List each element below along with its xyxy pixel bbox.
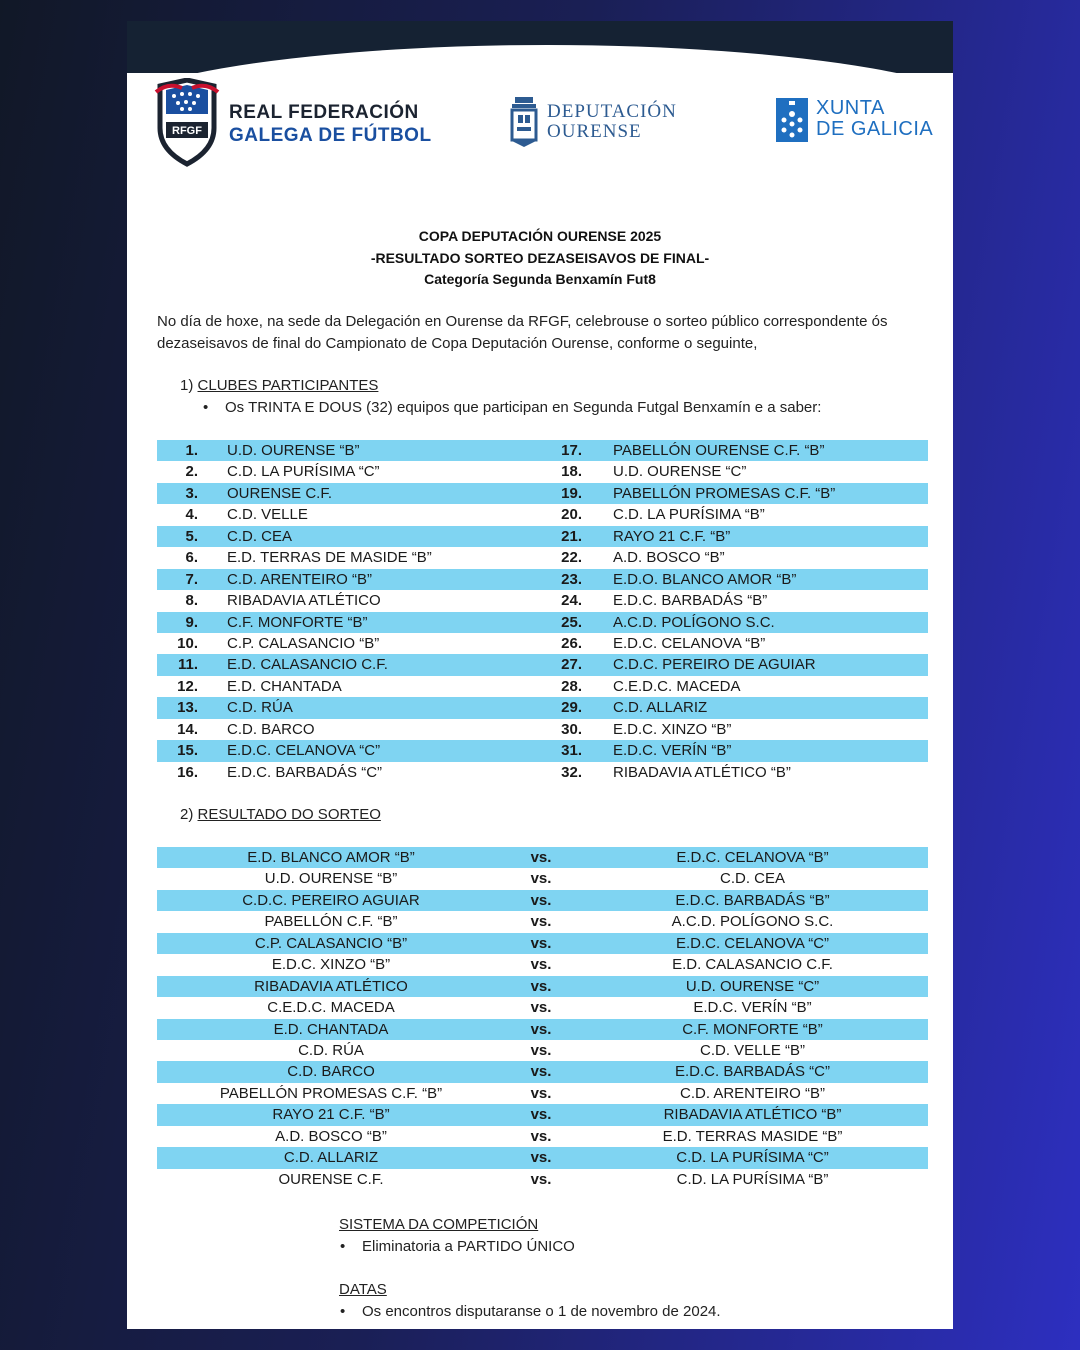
system-bullet: • Eliminatoria a PARTIDO ÚNICO xyxy=(362,1238,575,1255)
club-number: 13. xyxy=(177,699,198,717)
section1-heading xyxy=(180,377,378,394)
club-row xyxy=(157,504,928,525)
versus-label: vs. xyxy=(530,956,552,974)
club-number: 6. xyxy=(185,549,198,567)
home-team: C.D.C. PEREIRO AGUIAR xyxy=(242,891,420,909)
draw-row xyxy=(157,1147,928,1168)
club-name: E.D.C. CELANOVA “B” xyxy=(613,634,766,652)
club-number: 28. xyxy=(561,677,582,695)
section1-bullet: • Os TRINTA E DOUS (32) equipos que participan en Segunda Futgal Benxamín e a saber: xyxy=(225,399,821,416)
club-number: 8. xyxy=(185,592,198,610)
rfgf-line2: GALEGA DE FÚTBOL xyxy=(229,125,432,146)
draw-row xyxy=(157,954,928,975)
club-number: 11. xyxy=(177,656,198,674)
title-line3: Categoría Segunda Benxamín Fut8 xyxy=(424,271,656,287)
draw-row xyxy=(157,976,928,997)
dates-bullet: • Os encontros disputaranse o 1 de novembro de 2024. xyxy=(362,1303,721,1320)
draw-row xyxy=(157,890,928,911)
versus-label: vs. xyxy=(530,999,552,1017)
draw-row xyxy=(157,1083,928,1104)
draw-row xyxy=(157,1040,928,1061)
system-heading xyxy=(339,1216,538,1233)
club-name: C.D. CEA xyxy=(227,527,293,545)
club-number: 5. xyxy=(185,527,198,545)
away-team: C.F. MONFORTE “B” xyxy=(682,1020,823,1038)
section2-heading xyxy=(180,806,381,823)
club-number: 31. xyxy=(561,742,582,760)
home-team: C.D. RÚA xyxy=(298,1041,364,1059)
clubs-table xyxy=(157,440,928,783)
club-number: 16. xyxy=(177,763,198,781)
club-name: A.C.D. POLÍGONO S.C. xyxy=(613,613,775,631)
club-name: E.D.C. VERÍN “B” xyxy=(613,742,732,760)
club-row xyxy=(157,740,928,761)
xunta-logo xyxy=(776,96,951,146)
club-number: 29. xyxy=(561,699,582,717)
club-row xyxy=(157,697,928,718)
club-row xyxy=(157,676,928,697)
versus-label: vs. xyxy=(530,1170,552,1188)
club-number: 4. xyxy=(185,506,198,524)
versus-label: vs. xyxy=(530,1149,552,1167)
rfgf-shield-icon xyxy=(152,78,222,168)
home-team: C.D. ALLARIZ xyxy=(283,1149,379,1167)
club-name: E.D.C. CELANOVA “C” xyxy=(227,742,381,760)
section2-title: RESULTADO DO SORTEO xyxy=(197,806,381,823)
draw-row xyxy=(157,911,928,932)
club-name: RIBADAVIA ATLÉTICO “B” xyxy=(613,763,791,781)
away-team: E.D.C. CELANOVA “C” xyxy=(675,934,830,952)
versus-label: vs. xyxy=(530,934,552,952)
away-team: E.D.C. BARBADÁS “B” xyxy=(675,891,830,909)
home-team: RAYO 21 C.F. “B” xyxy=(272,1106,390,1124)
versus-label: vs. xyxy=(530,913,552,931)
home-team: U.D. OURENSE “B” xyxy=(264,870,398,888)
club-name: E.D. TERRAS DE MASIDE “B” xyxy=(227,549,432,567)
club-name: U.D. OURENSE “B” xyxy=(227,442,360,459)
club-number: 24. xyxy=(561,592,582,610)
club-name: OURENSE C.F. xyxy=(227,484,333,502)
club-number: 23. xyxy=(561,570,582,588)
deputacion-crest-icon xyxy=(509,95,539,147)
club-number: 3. xyxy=(185,484,198,502)
away-team: A.C.D. POLÍGONO S.C. xyxy=(671,913,834,931)
versus-label: vs. xyxy=(530,870,552,888)
club-name: U.D. OURENSE “C” xyxy=(613,463,747,481)
draw-row xyxy=(157,1061,928,1082)
club-number: 15. xyxy=(177,742,198,760)
draw-row xyxy=(157,933,928,954)
club-row xyxy=(157,719,928,740)
club-name: RAYO 21 C.F. “B” xyxy=(613,527,731,545)
club-number: 2. xyxy=(185,463,198,481)
club-number: 10. xyxy=(177,634,198,652)
club-name: C.D. ALLARIZ xyxy=(613,699,708,717)
club-number: 26. xyxy=(561,634,582,652)
club-number: 17. xyxy=(561,442,582,459)
club-number: 9. xyxy=(185,613,198,631)
club-name: C.F. MONFORTE “B” xyxy=(227,613,368,631)
away-team: RIBADAVIA ATLÉTICO “B” xyxy=(663,1106,842,1124)
club-number: 22. xyxy=(561,549,582,567)
away-team: C.D. VELLE “B” xyxy=(699,1041,806,1059)
rfgf-logo xyxy=(152,78,452,168)
document-title xyxy=(127,226,953,291)
draw-row xyxy=(157,1169,928,1190)
intro-paragraph: No día de hoxe, na sede da Delegación en Ourense da RFGF, celebrouse o sorteo público correspondente ós dezaseisavos de final do Campionato de Copa Deputación Ourense, conforme o seguinte, xyxy=(157,313,888,352)
club-row xyxy=(157,633,928,654)
club-name: C.E.D.C. MACEDA xyxy=(613,677,741,695)
versus-label: vs. xyxy=(530,891,552,909)
club-row xyxy=(157,654,928,675)
club-name: C.D. VELLE xyxy=(227,506,308,524)
away-team: E.D.C. CELANOVA “B” xyxy=(676,849,829,866)
club-number: 7. xyxy=(185,570,198,588)
club-name: PABELLÓN OURENSE C.F. “B” xyxy=(613,442,825,459)
rfgf-line1: REAL FEDERACIÓN xyxy=(229,102,419,123)
document-sheet xyxy=(127,21,953,1329)
club-number: 30. xyxy=(561,720,582,738)
club-name: A.D. BOSCO “B” xyxy=(613,549,725,567)
home-team: C.D. BARCO xyxy=(287,1063,375,1081)
club-row xyxy=(157,612,928,633)
home-team: PABELLÓN PROMESAS C.F. “B” xyxy=(219,1084,443,1102)
versus-label: vs. xyxy=(530,1084,552,1102)
home-team: E.D.C. XINZO “B” xyxy=(271,956,391,974)
away-team: C.D. CEA xyxy=(719,870,785,888)
section1-number: 1) xyxy=(180,377,194,394)
draws-table xyxy=(157,847,928,1190)
dates-title: DATAS xyxy=(339,1281,387,1298)
draw-row xyxy=(157,1019,928,1040)
club-name: E.D. CHANTADA xyxy=(227,677,342,695)
club-name: C.D. RÚA xyxy=(227,699,293,717)
home-team: E.D. BLANCO AMOR “B” xyxy=(247,849,415,866)
title-line1: COPA DEPUTACIÓN OURENSE 2025 xyxy=(418,228,662,244)
club-name: C.P. CALASANCIO “B” xyxy=(227,634,380,652)
club-number: 25. xyxy=(561,613,582,631)
away-team: C.D. ARENTEIRO “B” xyxy=(679,1084,825,1102)
section2-number: 2) xyxy=(180,806,194,823)
club-number: 19. xyxy=(561,484,582,502)
club-name: C.D.C. PEREIRO DE AGUIAR xyxy=(613,656,816,674)
rfgf-wordmark xyxy=(229,101,432,147)
club-name: RIBADAVIA ATLÉTICO xyxy=(227,592,381,610)
home-team: A.D. BOSCO “B” xyxy=(275,1127,387,1145)
deputacion-line2: OURENSE xyxy=(547,121,642,142)
club-number: 1. xyxy=(185,442,198,459)
away-team: C.D. LA PURÍSIMA “B” xyxy=(676,1170,829,1188)
home-team: E.D. CHANTADA xyxy=(273,1020,389,1038)
club-row xyxy=(157,440,928,461)
club-row xyxy=(157,526,928,547)
club-row xyxy=(157,461,928,482)
title-line2: -RESULTADO SORTEO DEZASEISAVOS DE FINAL- xyxy=(370,249,710,266)
away-team: E.D. TERRAS MASIDE “B” xyxy=(662,1127,843,1145)
deputacion-line1: DEPUTACIÓN xyxy=(547,101,677,122)
deputacion-logo xyxy=(509,95,709,151)
club-row xyxy=(157,569,928,590)
dates-heading xyxy=(339,1281,387,1298)
draw-row xyxy=(157,868,928,889)
draw-row xyxy=(157,847,928,868)
club-row xyxy=(157,590,928,611)
club-name: E.D. CALASANCIO C.F. xyxy=(227,656,388,674)
club-name: C.D. LA PURÍSIMA “C” xyxy=(227,463,380,481)
home-team: OURENSE C.F. xyxy=(278,1170,384,1188)
rfgf-badge-text: RFGF xyxy=(172,125,202,137)
club-number: 18. xyxy=(561,463,582,481)
draw-row xyxy=(157,1104,928,1125)
away-team: C.D. LA PURÍSIMA “C” xyxy=(676,1149,829,1167)
club-number: 20. xyxy=(561,506,582,524)
club-name: E.D.C. BARBADÁS “C” xyxy=(227,763,383,781)
draw-row xyxy=(157,997,928,1018)
club-number: 21. xyxy=(561,527,582,545)
section1-title: CLUBES PARTICIPANTES xyxy=(197,377,379,394)
club-number: 32. xyxy=(561,763,582,781)
club-number: 27. xyxy=(561,656,582,674)
club-number: 12. xyxy=(177,677,198,695)
xunta-flag-icon xyxy=(776,96,808,142)
away-team: E.D. CALASANCIO C.F. xyxy=(672,956,833,974)
club-number: 14. xyxy=(177,720,198,738)
club-name: E.D.O. BLANCO AMOR “B” xyxy=(613,570,797,588)
system-title: SISTEMA DA COMPETICIÓN xyxy=(339,1216,539,1233)
versus-label: vs. xyxy=(530,1127,552,1145)
versus-label: vs. xyxy=(530,1020,552,1038)
club-name: PABELLÓN PROMESAS C.F. “B” xyxy=(613,484,836,502)
versus-label: vs. xyxy=(530,977,552,995)
xunta-line1: XUNTA xyxy=(816,97,885,119)
home-team: PABELLÓN C.F. “B” xyxy=(264,913,398,931)
versus-label: vs. xyxy=(530,1041,552,1059)
home-team: C.E.D.C. MACEDA xyxy=(267,999,395,1017)
club-name: C.D. ARENTEIRO “B” xyxy=(227,570,373,588)
club-row xyxy=(157,762,928,783)
club-name: C.D. BARCO xyxy=(227,720,315,738)
xunta-line2: DE GALICIA xyxy=(816,118,934,140)
deputacion-wordmark xyxy=(547,102,677,142)
versus-label: vs. xyxy=(530,1063,552,1081)
home-team: C.P. CALASANCIO “B” xyxy=(254,934,408,952)
home-team: RIBADAVIA ATLÉTICO xyxy=(254,977,408,995)
away-team: E.D.C. BARBADÁS “C” xyxy=(674,1063,831,1081)
club-name: E.D.C. XINZO “B” xyxy=(613,720,732,738)
away-team: E.D.C. VERÍN “B” xyxy=(693,999,812,1017)
club-row xyxy=(157,483,928,504)
versus-label: vs. xyxy=(530,1106,552,1124)
away-team: U.D. OURENSE “C” xyxy=(685,977,820,995)
club-row xyxy=(157,547,928,568)
xunta-wordmark xyxy=(816,98,933,140)
club-name: E.D.C. BARBADÁS “B” xyxy=(613,592,768,610)
draw-row xyxy=(157,1126,928,1147)
club-name: C.D. LA PURÍSIMA “B” xyxy=(613,506,765,524)
versus-label: vs. xyxy=(530,849,552,866)
